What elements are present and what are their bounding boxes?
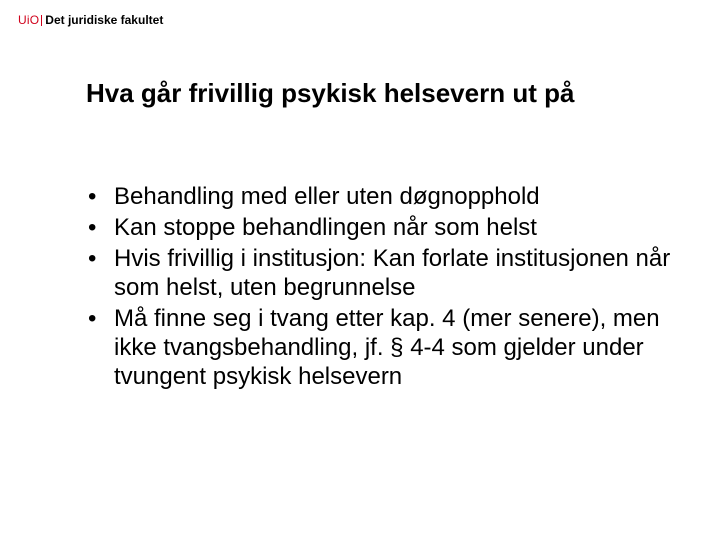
logo-divider [41, 15, 42, 26]
bullet-text: Må finne seg i tvang etter kap. 4 (mer senere), men ikke tvangsbehandling, jf. § 4-4 som gjelder under tvungent psykisk helsevern [114, 305, 660, 390]
bullet-text: Behandling med eller uten døgnopphold [114, 183, 540, 210]
list-item [86, 244, 696, 302]
bullet-text: Hvis frivillig i institusjon: Kan forlate institusjonen når som helst, uten begrunnelse [114, 245, 671, 301]
list-item [86, 182, 696, 211]
bullet-icon: • [88, 183, 97, 210]
uio-logo-text: UiO [18, 13, 40, 27]
list-item [86, 213, 696, 242]
bullet-text: Kan stoppe behandlingen når som helst [114, 214, 537, 241]
bullet-icon: • [88, 245, 97, 272]
bullet-icon: • [88, 214, 97, 241]
bullet-icon: • [88, 305, 97, 332]
header-logo [18, 11, 163, 29]
faculty-name: Det juridiske fakultet [45, 13, 164, 27]
slide-title: Hva går frivillig psykisk helsevern ut på [86, 78, 575, 108]
list-item [86, 304, 696, 391]
bullet-list [86, 182, 696, 393]
